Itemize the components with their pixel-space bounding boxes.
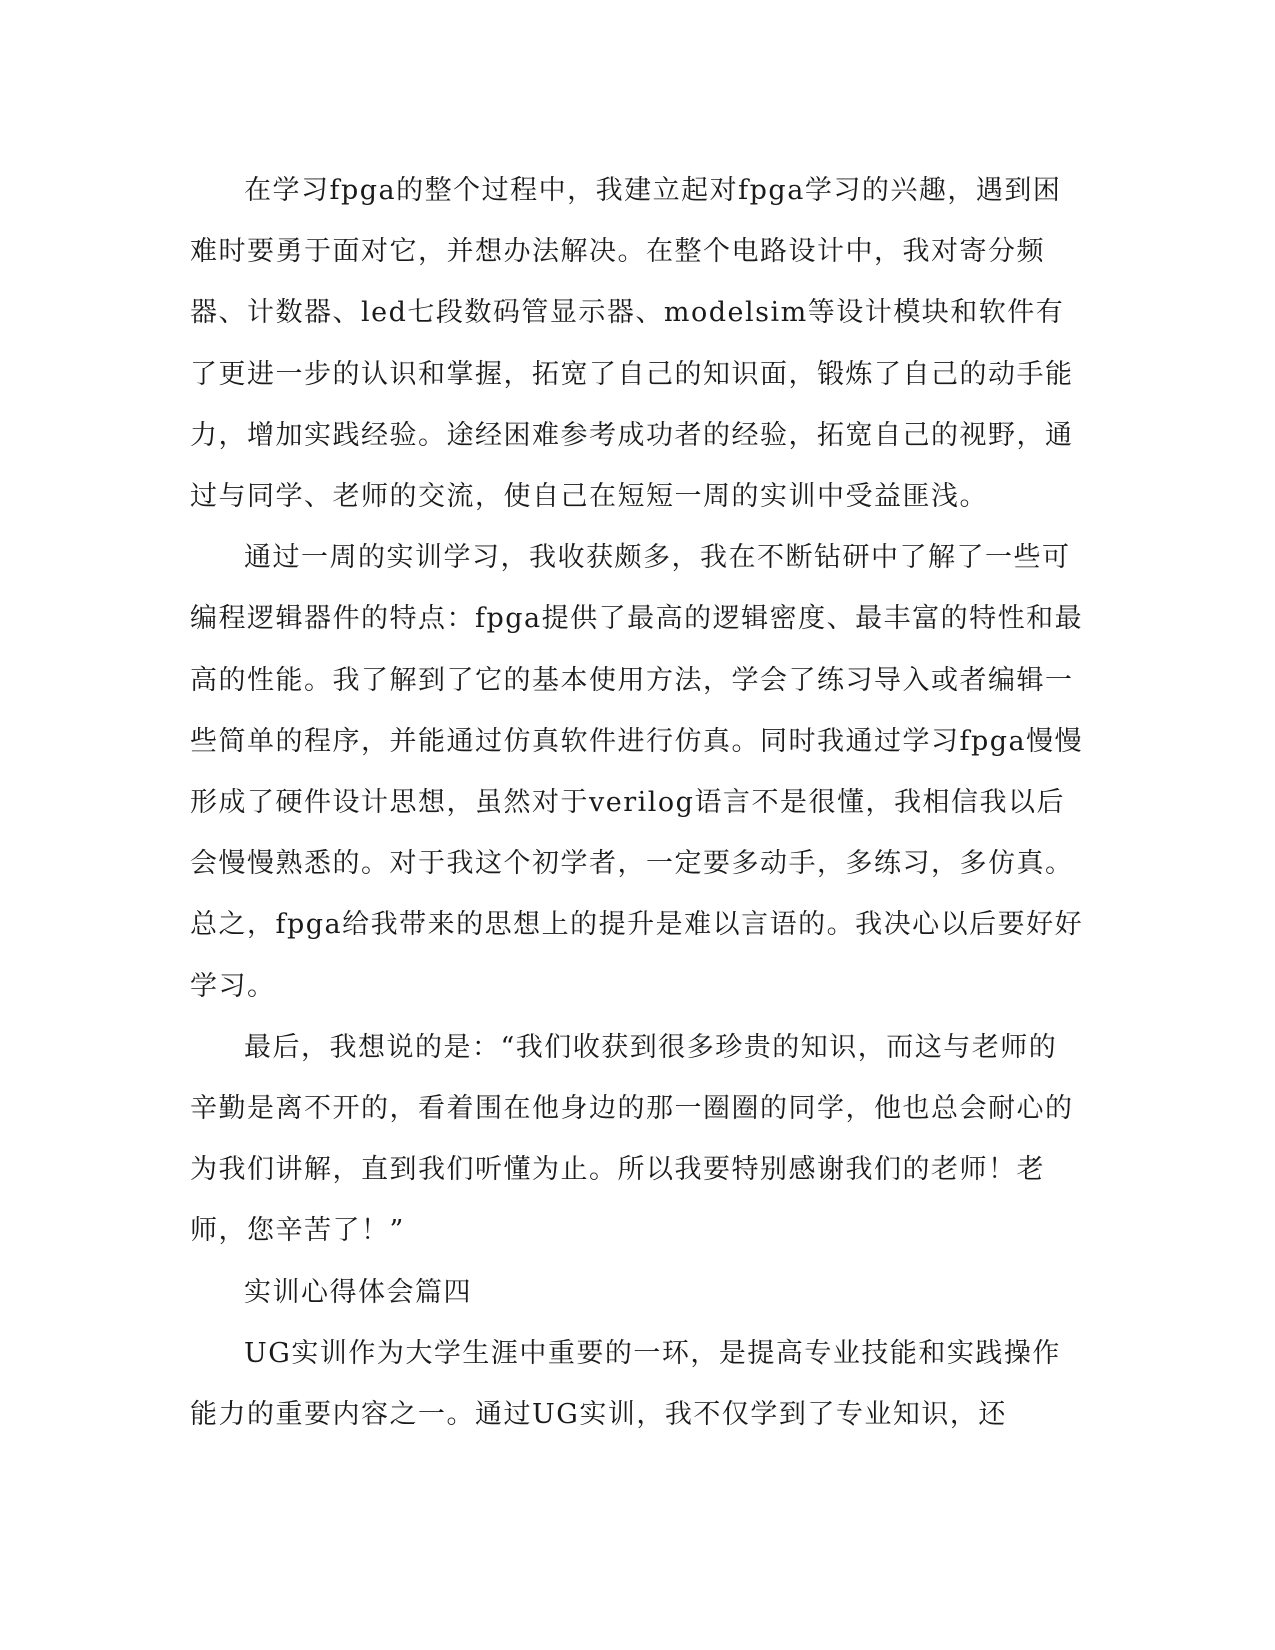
section-heading: 实训心得体会篇四 — [244, 1276, 472, 1308]
paragraph-training-summary: 通过一周的实训学习，我收获颇多，我在不断钻研中了解了一些可编程逻辑器件的特点：fpga提供了最高的逻辑密度、最丰富的特性和最高的性能。我了解到了它的基本使用方法，学会了练习导入或者编辑一些简单的程序，并能通过仿真软件进行仿真。同时我通过学习fpga慢慢形成了硬件设计思想，虽然对于verilog语言不是很懂，我相信我以后会慢慢熟悉的。对于我这个初学者，一定要多动手，多练习，多仿真。总之，fpga给我带来的思想上的提升是难以言语的。我决心以后要好好学习。 — [190, 542, 1084, 1002]
paragraph-fpga-learning: 在学习fpga的整个过程中，我建立起对fpga学习的兴趣，遇到困难时要勇于面对它，并想办法解决。在整个电路设计中，我对寄分频器、计数器、led七段数码管显示器、modelsim等设计模块和软件有了更进一步的认识和掌握，拓宽了自己的知识面，锻炼了自己的动手能力，增加实践经验。途经困难参考成功者的经验，拓宽自己的视野，通过与同学、老师的交流，使自己在短短一周的实训中受益匪浅。 — [190, 175, 1074, 513]
paragraph-thanks-teacher: 最后，我想说的是：“我们收获到很多珍贵的知识，而这与老师的辛勤是离不开的，看着围在他身边的那一圈圈的同学，他也总会耐心的为我们讲解，直到我们听懂为止。所以我要特别感谢我们的老师！老师，您辛苦了！” — [190, 1031, 1074, 1247]
document-body — [190, 160, 1085, 1445]
paragraph-ug-training: UG实训作为大学生涯中重要的一环，是提高专业技能和实践操作能力的重要内容之一。通过UG实训，我不仅学到了专业知识，还 — [190, 1337, 1061, 1431]
